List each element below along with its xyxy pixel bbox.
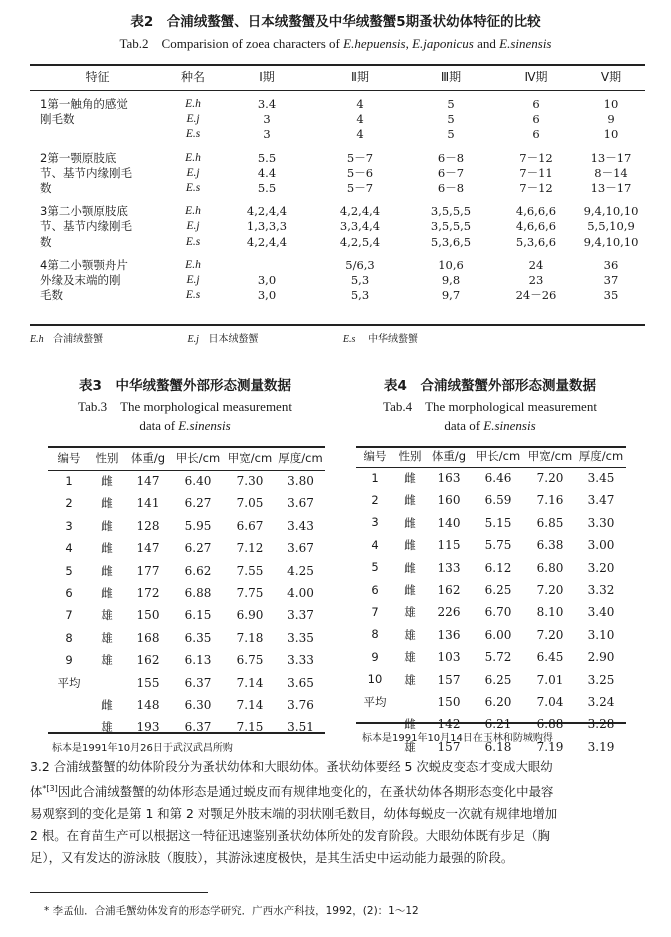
table-row xyxy=(356,512,626,534)
sex-cell: 雌 xyxy=(404,717,416,732)
table-row xyxy=(48,672,325,694)
species-cell: E.h xyxy=(185,205,201,218)
table-row xyxy=(48,604,325,626)
value-cell: 6.18 xyxy=(484,739,512,754)
sex-cell xyxy=(394,691,426,713)
value-cell: 115 xyxy=(437,538,461,553)
id-cell: 2 xyxy=(371,492,379,507)
value-cell: 157 xyxy=(437,672,461,687)
table3-header-cell: 编号 xyxy=(57,450,81,465)
value-cell: 4 xyxy=(356,97,364,111)
value-cell: 7.14 xyxy=(236,698,264,713)
value-cell: 7.30 xyxy=(236,474,264,488)
value-cell: 133 xyxy=(437,560,461,575)
sex-cell: 雌 xyxy=(101,474,113,488)
id-cell: 6 xyxy=(65,586,73,601)
id-cell xyxy=(48,716,90,738)
table3-header-cell: 甲宽/cm xyxy=(227,450,273,465)
body-paragraph xyxy=(30,756,652,869)
table-row xyxy=(48,627,325,649)
value-cell: 142 xyxy=(437,717,461,732)
table-row xyxy=(356,646,626,668)
value-cell: 6.15 xyxy=(184,608,212,623)
value-cell: 6.45 xyxy=(536,650,564,665)
value-cell: 193 xyxy=(136,720,160,735)
value-cell: 3.67 xyxy=(287,496,314,511)
value-cell: 3,5,5,5 xyxy=(430,204,472,219)
value-cell: 7.20 xyxy=(536,627,564,642)
value-cell: 4,2,4,4 xyxy=(339,204,381,219)
sex-cell: 雄 xyxy=(404,627,416,642)
value-cell: 163 xyxy=(437,471,461,485)
value-cell: 6.85 xyxy=(536,515,564,530)
value-cell: 7.75 xyxy=(236,586,264,601)
table4-header-row xyxy=(356,446,626,467)
value-cell: 24－26 xyxy=(515,288,557,303)
value-cell: 3.00 xyxy=(587,538,615,553)
table2-header-cell: Ⅳ期 xyxy=(524,69,548,84)
table-row xyxy=(356,669,626,691)
value-cell: 6.80 xyxy=(536,560,564,575)
value-cell: 6.40 xyxy=(184,474,212,488)
value-cell: 155 xyxy=(136,675,160,690)
table2-header-cell: Ⅰ期 xyxy=(259,69,275,84)
species-cell: E.j xyxy=(186,220,200,233)
value-cell: 7－12 xyxy=(519,150,553,165)
value-cell: 9,8 xyxy=(441,273,461,288)
value-cell: 3.19 xyxy=(587,739,615,754)
value-cell: 8.10 xyxy=(536,605,564,620)
value-cell: 6.37 xyxy=(184,675,212,690)
table2-header-cell: Ⅴ期 xyxy=(600,69,622,84)
table-row xyxy=(30,97,645,112)
value-cell: 5.95 xyxy=(184,518,212,533)
value-cell: 3.32 xyxy=(587,583,615,598)
sex-cell: 雄 xyxy=(404,650,416,665)
sex-cell: 雌 xyxy=(101,496,113,511)
value-cell: 147 xyxy=(136,541,160,556)
table-row xyxy=(48,582,325,604)
table-row xyxy=(48,492,325,514)
sex-cell: 雄 xyxy=(101,630,113,645)
value-cell: 5.72 xyxy=(484,650,512,665)
value-cell: 9,4,10,10 xyxy=(583,204,639,219)
table2-caption-en: Tab.2 Comparision of zoea characters of E.hepuensis, E.japonicus and E.sinensis xyxy=(119,36,552,51)
table4-header-cell: 甲长/cm xyxy=(475,449,521,463)
id-cell: 1 xyxy=(371,470,379,485)
table4-header-cell: 体重/g xyxy=(431,449,467,463)
id-cell: 4 xyxy=(65,541,73,556)
value-cell: 6.20 xyxy=(484,695,512,710)
value-cell: 5 xyxy=(447,112,455,127)
sex-cell: 雌 xyxy=(404,493,416,508)
value-cell: 3,5,5,5 xyxy=(430,219,472,234)
value-cell: 7.05 xyxy=(236,496,264,511)
value-cell: 150 xyxy=(437,695,461,710)
value-cell: 4 xyxy=(356,112,364,127)
sex-cell: 雄 xyxy=(404,672,416,687)
id-cell: 2 xyxy=(65,496,73,511)
table-row xyxy=(30,204,645,219)
value-cell: 3.40 xyxy=(587,605,615,620)
table3-caption-en-1: Tab.3 The morphological measurement xyxy=(78,399,292,414)
table3-header-row xyxy=(48,446,325,470)
value-cell: 4.25 xyxy=(287,563,314,578)
table4-caption-en-1: Tab.4 The morphological measurement xyxy=(383,399,597,414)
paragraph-line: 2 根。在育苗生产可以根据这一特征迅速鉴别蚤状幼体所处的发育阶段。大眼幼体既有步足（胸 xyxy=(30,828,550,844)
value-cell: 24 xyxy=(528,257,544,272)
footnote-rule xyxy=(30,892,208,893)
paragraph-line: 易观察到的变化是第 1 和第 2 对颚足外肢末端的羽状刚毛数目，幼体每蜕皮一次就有规律地增加 xyxy=(30,806,558,822)
value-cell: 6.38 xyxy=(536,538,564,553)
id-cell: 5 xyxy=(371,560,379,575)
value-cell: 10 xyxy=(603,97,619,111)
table-row xyxy=(356,691,626,713)
value-cell: 6.88 xyxy=(536,717,564,732)
value-cell: 4,2,4,4 xyxy=(246,204,288,219)
value-cell: 6.12 xyxy=(484,560,512,575)
table4-caption-cn: 表4 合浦绒螯蟹外部形态测量数据 xyxy=(384,378,596,394)
id-cell: 1 xyxy=(65,474,73,488)
value-cell: 3.47 xyxy=(587,493,615,508)
sex-cell: 雌 xyxy=(101,698,113,713)
value-cell: 136 xyxy=(437,627,461,642)
value-cell: 5,5,10,9 xyxy=(587,219,635,234)
value-cell: 3,0 xyxy=(257,273,277,288)
table-row xyxy=(48,537,325,559)
value-cell: 3.4 xyxy=(257,97,277,111)
value-cell: 3.76 xyxy=(287,698,314,713)
value-cell: 36 xyxy=(603,257,619,272)
table2-legend: E.h 合浦绒螯蟹 E.j 日本绒螯蟹 E.s 中华绒螯蟹 xyxy=(30,334,419,345)
value-cell: 157 xyxy=(437,739,461,754)
value-cell: 172 xyxy=(136,586,160,601)
table4-caption-en-2: data of E.sinensis xyxy=(444,418,536,433)
value-cell: 103 xyxy=(437,650,461,665)
paragraph-line: 体$^{*[3]}$因此合浦绒螯蟹的幼体形态是通过蜕皮而有规律地变化的，在蚤状幼体各期形态变化中最容 xyxy=(30,784,554,800)
sex-cell: 雌 xyxy=(404,583,416,598)
value-cell: 6－7 xyxy=(437,165,465,180)
sex-cell: 雄 xyxy=(101,608,113,623)
id-cell: 5 xyxy=(65,563,73,578)
sex-cell: 雌 xyxy=(101,518,113,533)
value-cell: 6.13 xyxy=(184,653,212,668)
value-cell: 7.20 xyxy=(536,471,564,485)
table-row xyxy=(30,151,645,166)
table4-note: 标本是1991年10月14日在玉林和防城购得 xyxy=(362,733,553,744)
table2-header-cell: 种名 xyxy=(180,69,205,84)
value-cell: 3.35 xyxy=(287,630,314,645)
table2 xyxy=(30,66,645,303)
value-cell: 3.37 xyxy=(287,608,314,623)
value-cell: 226 xyxy=(437,605,461,620)
value-cell: 4 xyxy=(356,127,364,142)
sex-cell: 雄 xyxy=(101,653,113,668)
value-cell: 6 xyxy=(532,112,540,127)
value-cell: 5 xyxy=(447,127,455,142)
id-cell: 3 xyxy=(65,518,73,533)
value-cell: 10,6 xyxy=(438,257,464,272)
species-cell: E.h xyxy=(185,151,201,164)
value-cell: 3 xyxy=(263,112,271,127)
species-cell: E.h xyxy=(185,258,201,271)
value-cell: 147 xyxy=(136,474,160,488)
value-cell: 10 xyxy=(603,127,619,142)
value-cell: 5－6 xyxy=(346,165,374,180)
value-cell xyxy=(221,258,313,273)
id-cell: 平均 xyxy=(57,675,81,690)
species-cell: E.s xyxy=(185,182,201,195)
value-cell: 4,2,5,4 xyxy=(339,234,381,249)
value-cell: 3.24 xyxy=(587,695,615,710)
value-cell: 6－8 xyxy=(437,181,465,196)
value-cell: 6.27 xyxy=(184,541,212,556)
value-cell: 4,2,4,4 xyxy=(246,234,288,249)
value-cell: 7－11 xyxy=(519,165,553,180)
id-cell: 4 xyxy=(371,537,379,552)
table2-bottom-rule xyxy=(30,324,645,326)
value-cell: 6－8 xyxy=(437,150,465,165)
value-cell: 7.01 xyxy=(536,672,564,687)
value-cell: 4,6,6,6 xyxy=(515,219,557,234)
value-cell: 6 xyxy=(532,97,540,111)
value-cell: 3.43 xyxy=(287,518,314,533)
table3-header-cell: 甲长/cm xyxy=(175,450,221,465)
id-cell: 9 xyxy=(65,653,73,668)
sex-cell: 雌 xyxy=(404,560,416,575)
table3-note: 标本是1991年10月26日于武汉武昌所购 xyxy=(52,743,233,754)
value-cell: 3,0 xyxy=(257,288,277,303)
value-cell: 9,7 xyxy=(441,288,461,303)
value-cell: 3.65 xyxy=(287,675,314,690)
id-cell: 平均 xyxy=(363,694,387,709)
table-row xyxy=(356,557,626,579)
table-row xyxy=(356,489,626,511)
sex-cell: 雌 xyxy=(404,515,416,530)
sex-cell: 雌 xyxy=(101,586,113,601)
value-cell: 141 xyxy=(136,496,160,511)
table4-header-cell: 编号 xyxy=(363,449,387,463)
value-cell: 6.27 xyxy=(184,496,212,511)
sex-cell: 雌 xyxy=(101,541,113,556)
value-cell: 6.25 xyxy=(484,583,512,598)
value-cell: 7.16 xyxy=(536,493,564,508)
value-cell: 5－7 xyxy=(346,181,374,196)
value-cell: 3.45 xyxy=(587,471,615,485)
value-cell: 5－7 xyxy=(346,150,374,165)
value-cell: 7.55 xyxy=(236,563,264,578)
id-cell xyxy=(48,694,90,716)
value-cell: 5,3 xyxy=(350,273,370,288)
value-cell: 6.67 xyxy=(236,518,264,533)
value-cell: 5,3,6,5 xyxy=(430,234,472,249)
value-cell: 9,4,10,10 xyxy=(583,234,639,249)
value-cell: 3.80 xyxy=(287,474,314,488)
value-cell: 3.28 xyxy=(587,717,615,732)
species-cell: E.j xyxy=(186,113,200,126)
table3-header-cell: 性别 xyxy=(95,450,119,465)
sex-cell: 雄 xyxy=(101,720,113,735)
value-cell: 4.4 xyxy=(257,165,277,180)
table4-header-cell: 甲宽/cm xyxy=(527,449,573,463)
value-cell: 7.15 xyxy=(236,720,264,735)
value-cell: 6.46 xyxy=(484,471,512,485)
table2-header-cell: Ⅱ期 xyxy=(351,69,369,84)
value-cell: 5.5 xyxy=(257,181,277,196)
sex-cell xyxy=(90,672,124,694)
value-cell: 6.21 xyxy=(484,717,512,732)
value-cell: 5,3 xyxy=(350,288,370,303)
id-cell: 7 xyxy=(371,604,379,619)
table3-caption-cn: 表3 中华绒螯蟹外部形态测量数据 xyxy=(79,378,291,394)
table-row xyxy=(356,467,626,489)
table-row xyxy=(48,694,325,716)
table-row xyxy=(30,258,645,273)
value-cell: 37 xyxy=(603,273,619,288)
feature-label: 4第二小颚颚舟片 外缘及末端的刚 毛数 xyxy=(40,257,128,303)
table-row xyxy=(356,601,626,623)
table-row xyxy=(48,470,325,492)
id-cell: 10 xyxy=(367,672,383,687)
value-cell: 6.25 xyxy=(484,672,512,687)
value-cell: 6.62 xyxy=(184,563,212,578)
table-row xyxy=(356,624,626,646)
value-cell: 6.59 xyxy=(484,493,512,508)
value-cell: 177 xyxy=(136,563,160,578)
value-cell: 3.67 xyxy=(287,541,314,556)
value-cell: 5.75 xyxy=(484,538,512,553)
feature-label: 2第一颚原肢底 节、基节内缘刚毛 数 xyxy=(40,150,132,196)
value-cell: 3.25 xyxy=(587,672,615,687)
value-cell: 5,3,6,6 xyxy=(515,234,557,249)
id-cell: 8 xyxy=(371,627,379,642)
value-cell: 7.18 xyxy=(236,630,264,645)
value-cell: 162 xyxy=(136,653,160,668)
value-cell: 3.51 xyxy=(287,720,314,735)
value-cell: 3.30 xyxy=(587,515,615,530)
value-cell: 8－14 xyxy=(594,165,628,180)
value-cell: 13－17 xyxy=(590,150,632,165)
species-cell: E.s xyxy=(185,289,201,302)
table-row xyxy=(48,716,325,738)
value-cell: 35 xyxy=(603,288,619,303)
value-cell: 3.33 xyxy=(287,653,314,668)
value-cell: 23 xyxy=(528,273,544,288)
value-cell: 6.75 xyxy=(236,653,264,668)
value-cell: 150 xyxy=(136,608,160,623)
value-cell: 6.30 xyxy=(184,698,212,713)
table-row xyxy=(48,560,325,582)
value-cell: 6.00 xyxy=(484,627,512,642)
value-cell: 13－17 xyxy=(590,181,632,196)
value-cell: 6.70 xyxy=(484,605,512,620)
value-cell: 168 xyxy=(136,630,160,645)
value-cell: 7.12 xyxy=(236,541,264,556)
value-cell: 6 xyxy=(532,127,540,142)
value-cell: 3 xyxy=(263,127,271,142)
table2-header-cell: Ⅲ期 xyxy=(440,69,462,84)
value-cell: 6.90 xyxy=(236,608,264,623)
sex-cell: 雌 xyxy=(404,538,416,553)
species-cell: E.j xyxy=(186,166,200,179)
value-cell: 128 xyxy=(136,518,160,533)
value-cell: 3.10 xyxy=(587,627,615,642)
footnote: * 李孟仙．合浦毛蟹幼体发育的形态学研究．广西水产科技，1992，(2)：1～12 xyxy=(44,905,419,917)
table3 xyxy=(48,446,325,739)
paragraph-line: 足），又有发达的游泳肢（腹肢），其游泳速度极快，是其生活史中运动能力最强的阶段。 xyxy=(30,850,514,866)
table2-header-row xyxy=(30,66,645,89)
value-cell: 7.04 xyxy=(536,695,564,710)
species-cell: E.h xyxy=(185,98,201,110)
paragraph-line: 3.2 合浦绒螯蟹的幼体阶段分为蚤状幼体和大眼幼体。蚤状幼体要经 5 次蜕皮变态才变成大眼幼 xyxy=(30,759,553,774)
value-cell: 4.00 xyxy=(287,586,314,601)
table2-header-cell: 特征 xyxy=(85,69,110,84)
value-cell: 1,3,3,3 xyxy=(246,219,288,234)
value-cell: 160 xyxy=(437,493,461,508)
value-cell: 6.88 xyxy=(184,586,212,601)
table3-caption-en-2: data of E.sinensis xyxy=(139,418,231,433)
value-cell: 148 xyxy=(136,698,160,713)
id-cell: 3 xyxy=(371,515,379,530)
feature-label: 1第一触角的感觉 刚毛数 xyxy=(40,97,128,127)
value-cell: 7.20 xyxy=(536,583,564,598)
sex-cell: 雌 xyxy=(404,471,416,485)
value-cell: 7.14 xyxy=(236,675,264,690)
value-cell: 5/6,3 xyxy=(345,257,375,272)
table2-caption-cn: 表2 合浦绒螯蟹、日本绒螯蟹及中华绒螯蟹5期蚤状幼体特征的比较 xyxy=(130,14,541,30)
value-cell: 4,6,6,6 xyxy=(515,204,557,219)
sex-cell: 雄 xyxy=(404,739,416,754)
id-cell: 9 xyxy=(371,649,379,664)
value-cell: 140 xyxy=(437,515,461,530)
value-cell: 162 xyxy=(437,583,461,598)
value-cell: 6.35 xyxy=(184,630,212,645)
feature-label: 3第二小颚原肢底 节、基节内缘刚毛 数 xyxy=(40,204,132,249)
species-cell: E.s xyxy=(185,128,201,141)
sex-cell: 雌 xyxy=(101,563,113,578)
value-cell: 7－12 xyxy=(519,181,553,196)
value-cell: 7.19 xyxy=(536,739,564,754)
table4-header-cell: 厚度/cm xyxy=(578,449,624,463)
value-cell: 3.20 xyxy=(587,560,615,575)
table3-header-cell: 体重/g xyxy=(130,450,166,465)
value-cell: 3,3,4,4 xyxy=(339,219,381,234)
id-cell: 8 xyxy=(65,630,73,645)
value-cell: 6.37 xyxy=(184,720,212,735)
table3-header-cell: 厚度/cm xyxy=(278,450,323,465)
id-cell: 7 xyxy=(65,608,73,623)
value-cell: 9 xyxy=(607,112,615,127)
value-cell: 5.5 xyxy=(257,150,277,165)
value-cell: 5.15 xyxy=(484,515,512,530)
table4-header-cell: 性别 xyxy=(398,449,422,463)
species-cell: E.s xyxy=(185,235,201,248)
id-cell: 6 xyxy=(371,582,379,597)
table-row xyxy=(48,515,325,537)
sex-cell: 雄 xyxy=(404,605,416,620)
table-row xyxy=(356,579,626,601)
table-row xyxy=(48,649,325,671)
species-cell: E.j xyxy=(186,274,200,287)
value-cell: 5 xyxy=(447,97,455,111)
value-cell: 2.90 xyxy=(587,650,615,665)
table4 xyxy=(356,446,626,758)
table-row xyxy=(356,534,626,556)
